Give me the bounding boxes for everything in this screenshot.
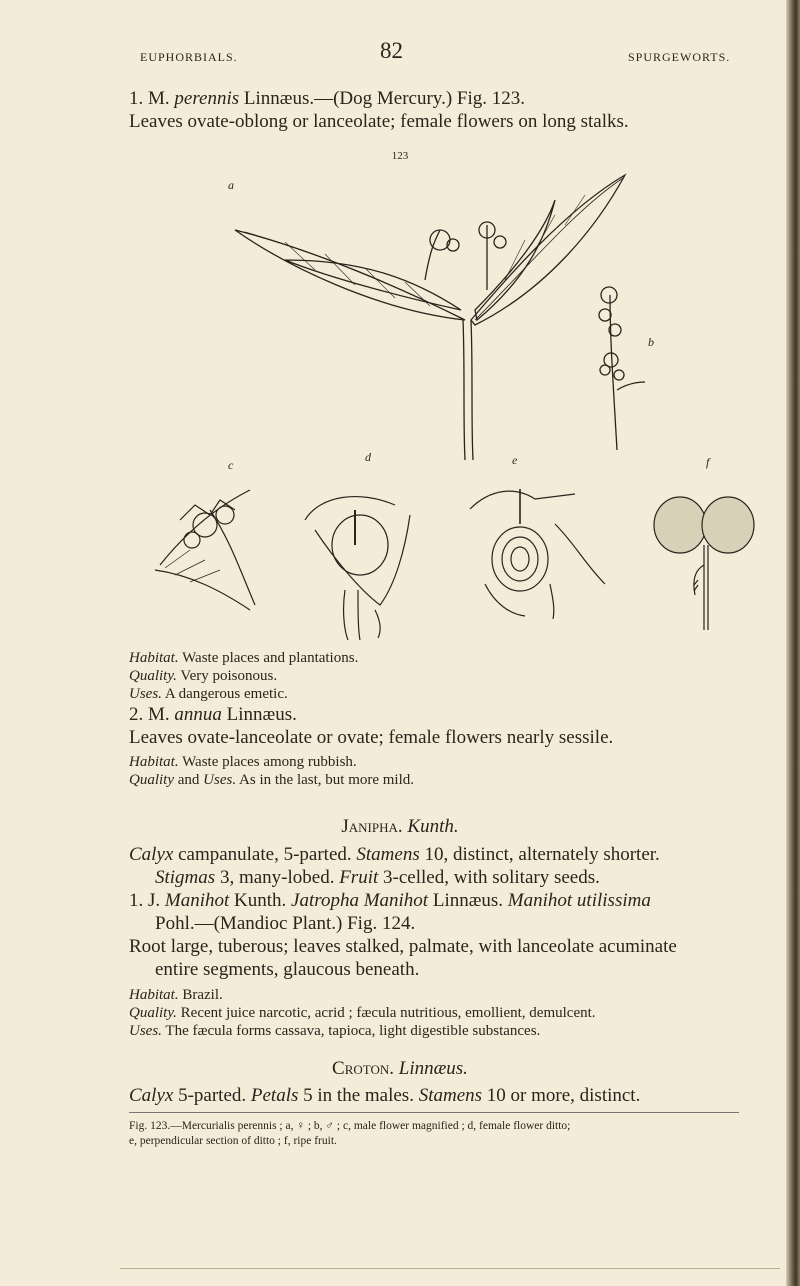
perennis-habitat: Habitat. Waste places and plantations. <box>129 650 359 666</box>
illustration-flower-section <box>465 484 610 619</box>
fig-label-b: b <box>648 335 654 349</box>
fig-label-a: a <box>228 178 234 192</box>
caption-rule <box>129 1112 739 1113</box>
page-bottom-edge <box>120 1268 780 1269</box>
annua-habitat: Habitat. Waste places among rubbish. <box>129 754 357 770</box>
fig-label-d: d <box>365 450 371 464</box>
janipha-habitat: Habitat. Brazil. <box>129 987 223 1003</box>
janipha-quality: Quality. Recent juice narcotic, acrid ; fæcula nutritious, emollient, demulcent. <box>129 1005 596 1021</box>
illustration-female-flower <box>300 490 420 645</box>
figure-number: 123 <box>391 150 409 162</box>
perennis-uses: Uses. A dangerous emetic. <box>129 686 288 702</box>
entry-janipha-manihot-title: 1. J. Manihot Kunth. Jatropha Manihot Linnæus. Manihot utilissima <box>129 890 651 911</box>
entry-mercurialis-annua-title: 2. M. annua Linnæus. <box>129 704 297 725</box>
illustration-ripe-fruit <box>650 485 760 635</box>
genus-croton-heading: Croton. Linnæus. <box>332 1058 468 1079</box>
entry-mercurialis-perennis-title: 1. M. perennis Linnæus.—(Dog Mercury.) Fig. 123. <box>129 88 525 109</box>
janipha-stigmas-fruit: Stigmas 3, many-lobed. Fruit 3-celled, with solitary seeds. <box>155 867 600 888</box>
janipha-desc-1: Root large, tuberous; leaves stalked, palmate, with lanceolate acuminate <box>129 936 677 957</box>
illustration-female-shoot <box>225 170 675 470</box>
annua-desc: Leaves ovate-lanceolate or ovate; female flowers nearly sessile. <box>129 727 614 748</box>
genus-janipha-heading: Janipha. Kunth. <box>341 816 459 837</box>
page-number: 82 <box>380 38 403 63</box>
annua-quality-uses: Quality and Uses. As in the last, but more mild. <box>129 772 415 788</box>
janipha-desc-2: entire segments, glaucous beneath. <box>155 959 420 980</box>
perennis-quality: Quality. Very poisonous. <box>129 668 278 684</box>
fig-label-e: e <box>512 453 518 467</box>
janipha-synonym-line: Pohl.—(Mandioc Plant.) Fig. 124. <box>155 913 416 934</box>
figure-caption-line-1: Fig. 123.—Mercurialis perennis ; a, ♀ ; b, ♂ ; c, male flower magnified ; d, female flower ditto; <box>129 1120 571 1132</box>
croton-characters: Calyx 5-parted. Petals 5 in the males. Stamens 10 or more, distinct. <box>129 1085 641 1106</box>
janipha-calyx-stamens: Calyx campanulate, 5-parted. Stamens 10, distinct, alternately shorter. <box>129 844 660 865</box>
entry-mercurialis-perennis-desc: Leaves ovate-oblong or lanceolate; female flowers on long stalks. <box>129 111 629 132</box>
book-edge <box>786 0 800 1286</box>
running-header-right: SPURGEWORTS. <box>628 50 731 64</box>
illustration-male-flower <box>150 480 270 615</box>
fig-label-f: f <box>706 455 710 469</box>
running-header-left: EUPHORBIALS. <box>140 50 238 64</box>
fig-label-c: c <box>228 458 234 472</box>
figure-caption-line-2: e, perpendicular section of ditto ; f, ripe fruit. <box>129 1135 337 1147</box>
janipha-uses: Uses. The fæcula forms cassava, tapioca, light digestible substances. <box>129 1023 541 1039</box>
